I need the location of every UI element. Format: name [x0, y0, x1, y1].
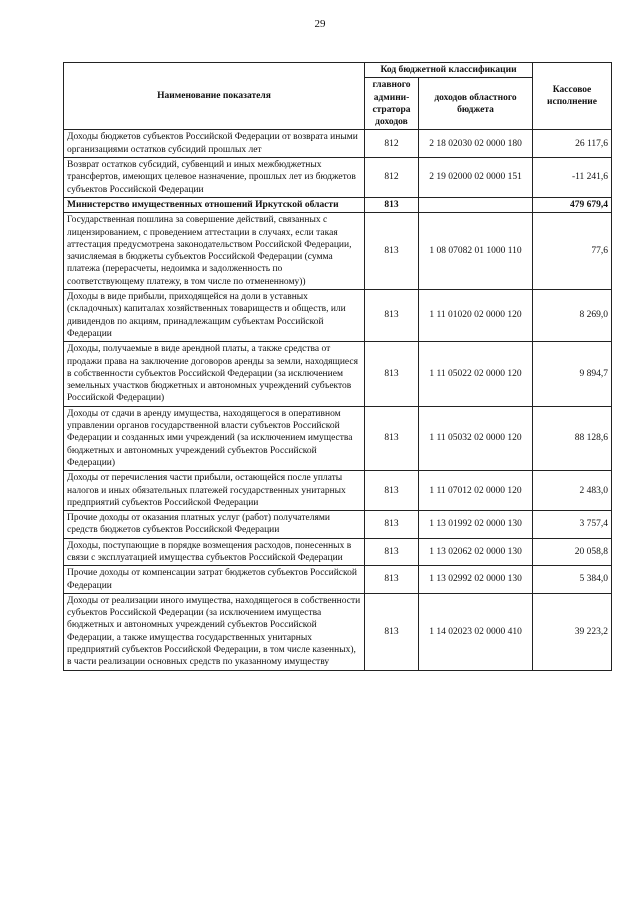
header-name: Наименование показателя: [64, 63, 365, 130]
row-name: Доходы, поступающие в порядке возмещения расходов, понесенных в связи с эксплуатацией имущества субъектов Российской Федерации: [64, 538, 365, 566]
row-admin: 813: [365, 290, 419, 342]
row-code: 1 11 01020 02 0000 120: [419, 290, 533, 342]
row-amount: 479 679,4: [533, 197, 612, 212]
row-admin: 813: [365, 593, 419, 670]
row-name: Доходы в виде прибыли, приходящейся на доли в уставных (складочных) капиталах хозяйственных товариществ и обществ, или дивидендов по акциям, принадлежащим субъектам Российской Федерации: [64, 290, 365, 342]
table-row: [64, 511, 612, 539]
row-name: Возврат остатков субсидий, субвенций и иных межбюджетных трансфертов, имеющих целевое назначение, прошлых лет из бюджетов субъектов Российской Федерации: [64, 158, 365, 198]
row-admin: 813: [365, 511, 419, 539]
row-code: 1 11 05022 02 0000 120: [419, 342, 533, 406]
row-code: 1 13 02992 02 0000 130: [419, 566, 533, 594]
header-code-group: Код бюджетной классификации: [365, 63, 533, 78]
row-amount: 9 894,7: [533, 342, 612, 406]
table-row: [64, 213, 612, 290]
row-amount: 2 483,0: [533, 471, 612, 511]
row-name: Доходы от перечисления части прибыли, остающейся после уплаты налогов и иных обязательных платежей государственных унитарных предприятий субъектов Российской Федерации: [64, 471, 365, 511]
row-admin: 812: [365, 130, 419, 158]
row-code: 1 13 02062 02 0000 130: [419, 538, 533, 566]
row-code: 1 11 07012 02 0000 120: [419, 471, 533, 511]
row-amount: 26 117,6: [533, 130, 612, 158]
row-amount: -11 241,6: [533, 158, 612, 198]
row-amount: 8 269,0: [533, 290, 612, 342]
row-amount: 20 058,8: [533, 538, 612, 566]
table-row: [64, 158, 612, 198]
row-name: Доходы бюджетов субъектов Российской Федерации от возврата иными организациями остатков субсидий прошлых лет: [64, 130, 365, 158]
header-income: доходов областного бюджета: [419, 78, 533, 130]
row-code: 2 19 02000 02 0000 151: [419, 158, 533, 198]
row-amount: 5 384,0: [533, 566, 612, 594]
table-row: [64, 566, 612, 594]
row-code: 2 18 02030 02 0000 180: [419, 130, 533, 158]
row-admin: 813: [365, 406, 419, 470]
row-admin: 813: [365, 538, 419, 566]
row-name: Прочие доходы от оказания платных услуг (работ) получателями средств бюджетов субъектов Российской Федерации: [64, 511, 365, 539]
table-row: [64, 538, 612, 566]
page-number: 29: [314, 18, 326, 30]
row-amount: 77,6: [533, 213, 612, 290]
table-row: [64, 130, 612, 158]
row-name: Доходы, получаемые в виде арендной платы, а также средства от продажи права на заключение договоров аренды за земли, находящиеся в собственности субъектов Российской Федерации (за исключением земельных участков бюджетных и автономных учреждений субъектов Российской Федерации): [64, 342, 365, 406]
row-code: 1 14 02023 02 0000 410: [419, 593, 533, 670]
row-admin: 813: [365, 197, 419, 212]
table-row: [64, 471, 612, 511]
row-name: Государственная пошлина за совершение действий, связанных с лицензированием, с проведением аттестации в случаях, если такая аттестация предусмотрена законодательством Российской Федерации, зачисляемая в бюджеты субъектов Российской Федерации (сумма платежа (перерасчеты, недоимка и задолженность по соответствующему платежу, в том числе по отмененному)): [64, 213, 365, 290]
table-row: [64, 290, 612, 342]
row-code: 1 11 05032 02 0000 120: [419, 406, 533, 470]
header-admin: главного админи-стратора доходов: [365, 78, 419, 130]
row-admin: 813: [365, 471, 419, 511]
row-code: [419, 197, 533, 212]
row-admin: 813: [365, 342, 419, 406]
table-row: [64, 197, 612, 212]
row-name: Доходы от реализации иного имущества, находящегося в собственности субъектов Российской Федерации (за исключением имущества бюджетных и автономных учреждений субъектов Российской Федерации, а также имущества государственных унитарных предприятий субъектов Российской Федерации, в том числе казенных), в части реализации основных средств по указанному имуществу: [64, 593, 365, 670]
row-code: 1 13 01992 02 0000 130: [419, 511, 533, 539]
row-name: Министерство имущественных отношений Иркутской области: [64, 197, 365, 212]
table-body: [64, 130, 612, 670]
row-admin: 813: [365, 566, 419, 594]
header-amount: Кассовое исполнение: [533, 63, 612, 130]
row-name: Прочие доходы от компенсации затрат бюджетов субъектов Российской Федерации: [64, 566, 365, 594]
row-admin: 812: [365, 158, 419, 198]
budget-table: [63, 62, 612, 671]
row-name: Доходы от сдачи в аренду имущества, находящегося в оперативном управлении органов государственной власти субъектов Российской Федерации и созданных ими учреждений (за исключением имущества бюджетных и автономных учреждений субъектов Российской Федерации): [64, 406, 365, 470]
row-amount: 3 757,4: [533, 511, 612, 539]
row-amount: 88 128,6: [533, 406, 612, 470]
table-row: [64, 593, 612, 670]
table-row: [64, 406, 612, 470]
row-amount: 39 223,2: [533, 593, 612, 670]
table-header: [64, 63, 612, 130]
row-code: 1 08 07082 01 1000 110: [419, 213, 533, 290]
row-admin: 813: [365, 213, 419, 290]
table-row: [64, 342, 612, 406]
